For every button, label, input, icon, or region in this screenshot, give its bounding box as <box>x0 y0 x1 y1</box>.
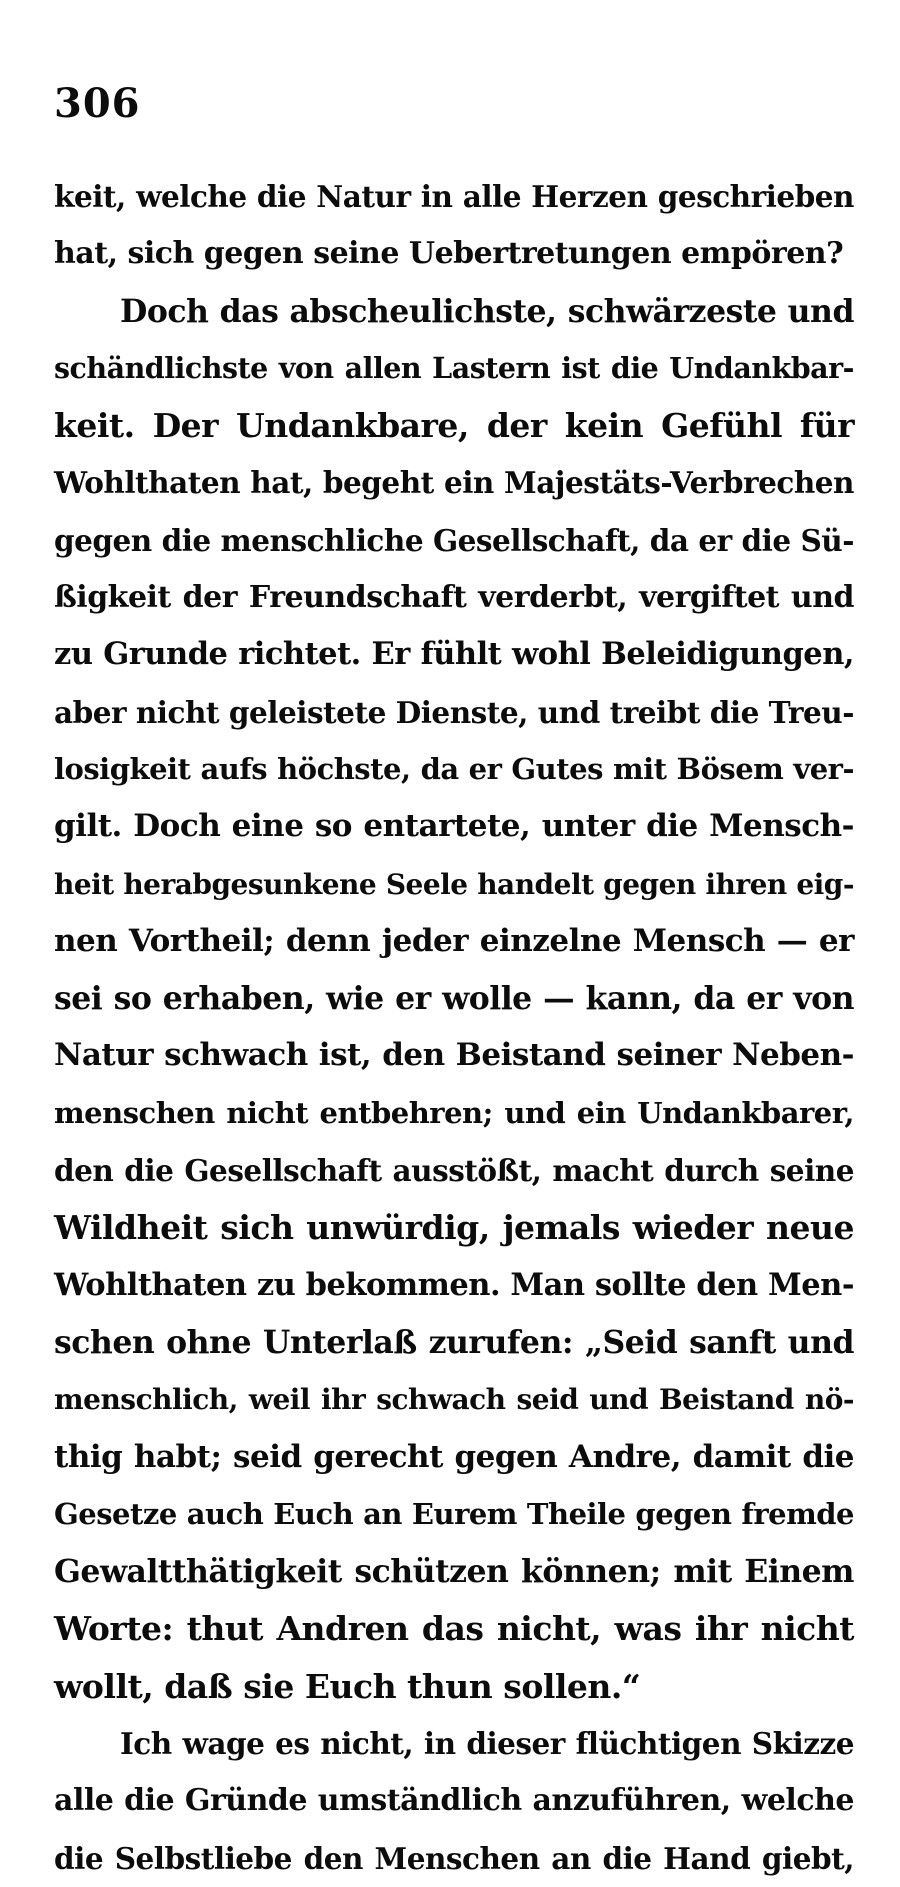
text-line: Worte: thut Andren das nicht, was ihr nicht <box>54 1609 854 1649</box>
text-line: schändlichste von allen Lastern ist die Undankbar- <box>54 350 854 385</box>
text-line: thig habt; seid gerecht gegen Andre, damit die <box>54 1438 854 1475</box>
page-number: 306 <box>54 80 141 127</box>
text-line: ßigkeit der Freundschaft verderbt, vergiftet und <box>54 580 854 616</box>
text-line: Ich wage es nicht, in dieser flüchtigen Skizze <box>120 1726 854 1762</box>
text-line: Wohlthaten hat, begeht ein Majestäts-Verbrechen <box>54 465 854 501</box>
text-line: hat, sich gegen seine Uebertretungen empören? <box>54 236 844 272</box>
text-line: Wildheit sich unwürdig, jemals wieder neue <box>54 1208 854 1248</box>
text-line: Gesetze auch Euch an Eurem Theile gegen fremde <box>54 1496 854 1531</box>
text-line: losigkeit aufs höchste, da er Gutes mit Bösem ver- <box>54 751 854 786</box>
text-line: keit, welche die Natur in alle Herzen geschrieben <box>54 179 854 214</box>
text-line: heit herabgesunkene Seele handelt gegen ihren eig- <box>54 867 854 901</box>
text-line: aber nicht geleistete Dienste, und treibt die Treu- <box>54 694 854 730</box>
text-line: gilt. Doch eine so entartete, unter die Mensch- <box>54 808 854 845</box>
text-line: Wohlthaten zu bekommen. Man sollte den Men- <box>54 1266 854 1303</box>
text-line: nen Vortheil; denn jeder einzelne Mensch — er <box>54 922 854 959</box>
text-line: zu Grunde richtet. Er fühlt wohl Beleidigungen, <box>54 636 854 673</box>
text-line: sei so erhaben, wie er wolle — kann, da er von <box>54 980 854 1018</box>
text-line: Doch das abscheulichste, schwärzeste und <box>120 292 854 330</box>
body-text <box>54 168 854 1887</box>
text-line: menschlich, weil ihr schwach seid und Beistand nö- <box>54 1383 854 1417</box>
text-line: Natur schwach ist, den Beistand seiner Neben- <box>54 1037 854 1074</box>
text-line: gegen die menschliche Gesellschaft, da er die Sü- <box>54 522 854 558</box>
text-line: keit. Der Undankbare, der kein Gefühl für <box>54 406 854 446</box>
text-line: wollt, daß sie Euch thun sollen.“ <box>54 1666 641 1706</box>
text-line: schen ohne Unterlaß zurufen: „Seid sanft und <box>54 1323 854 1361</box>
text-line: den die Gesellschaft ausstößt, macht durch seine <box>54 1153 854 1189</box>
text-line: Gewaltthätigkeit schützen können; mit Einem <box>54 1553 854 1591</box>
text-line: die Selbstliebe den Menschen an die Hand giebt, <box>54 1840 854 1876</box>
text-line: menschen nicht entbehren; und ein Undankbarer, <box>54 1095 854 1130</box>
text-line: alle die Gründe umständlich anzuführen, welche <box>54 1783 854 1819</box>
